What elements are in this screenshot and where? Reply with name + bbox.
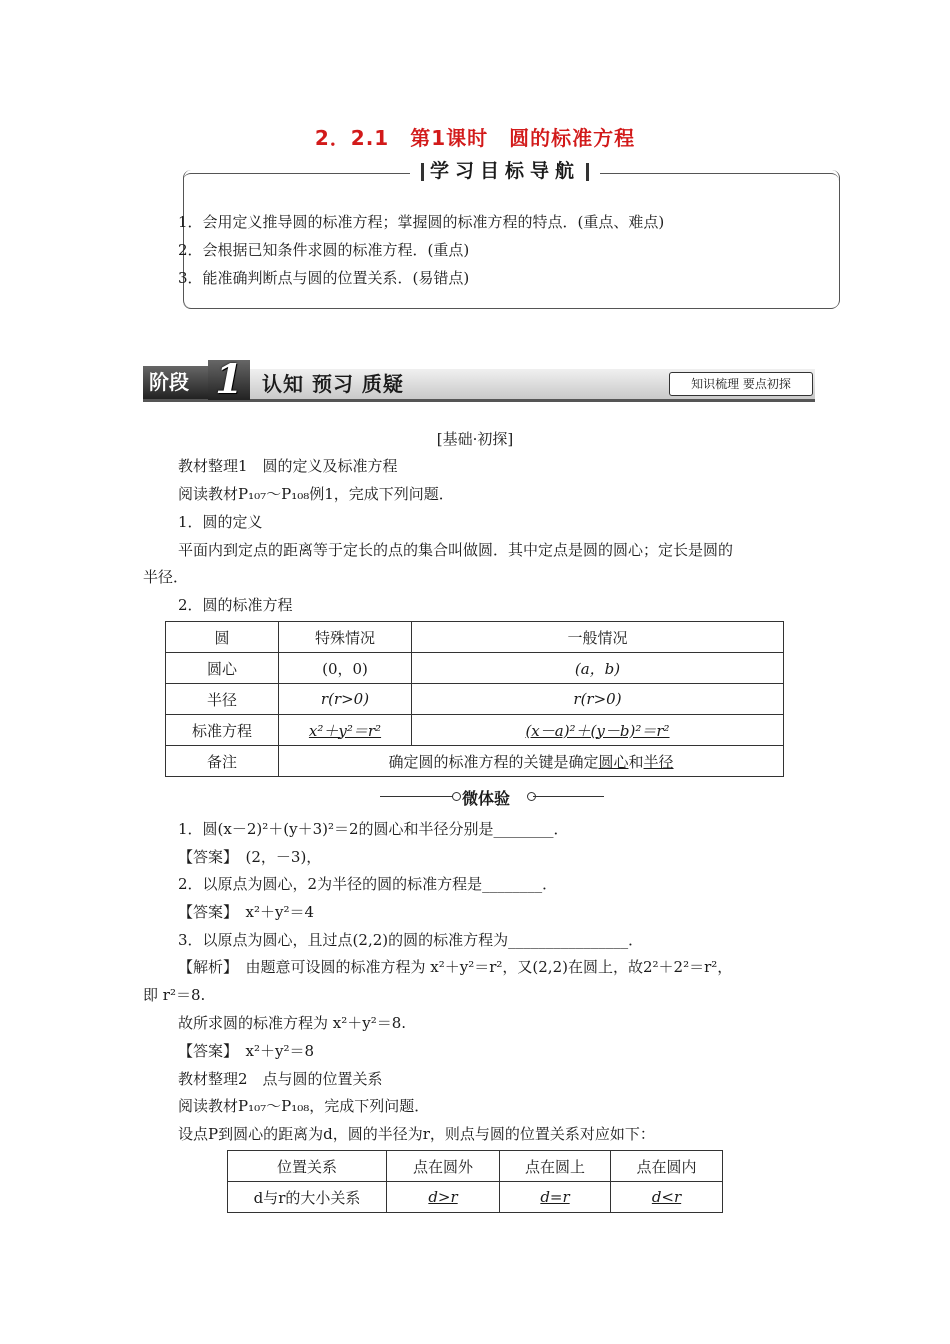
divider-circle-icon [452, 792, 461, 801]
table-header-cell: 点在圆内 [611, 1151, 723, 1182]
stage-label: 阶段 [143, 366, 209, 399]
read-instruction-1: 阅读教材P₁₀₇～P₁₀₈例1，完成下列问题． [178, 485, 454, 503]
table-header-cell: 点在圆外 [387, 1151, 500, 1182]
table-header-cell: 一般情况 [412, 622, 784, 653]
table-row [166, 684, 784, 715]
exercise-solution-line-2: 即 r²＝8. [143, 986, 206, 1004]
stage-title: 认知 预习 质疑 [262, 372, 404, 396]
basis-label: [基础·初探] [436, 430, 514, 448]
stage-tag: 知识梳理 要点初探 [669, 372, 813, 396]
point-circle-relation-table [227, 1150, 723, 1213]
table-header-cell: 圆 [166, 622, 279, 653]
exercise-question-1: 1．圆(x－2)²＋(y＋3)²＝2的圆心和半径分别是________． [178, 820, 569, 838]
table-cell: (a，b) [412, 653, 784, 684]
table-cell: d>r [387, 1182, 500, 1213]
table-header-cell: 位置关系 [228, 1151, 387, 1182]
definition-line-1: 平面内到定点的距离等于定长的点的集合叫做圆．其中定点是圆的圆心；定长是圆的 [178, 541, 734, 559]
definition-line-2: 半径． [143, 568, 189, 586]
heading-definition: 1．圆的定义 [178, 513, 263, 531]
exercise-answer-2: 【答案】 x²＋y²＝4 [178, 903, 315, 921]
goal-item-3: 3．能准确判断点与圆的位置关系．(易错点) [178, 269, 470, 287]
table-row [166, 622, 784, 653]
exercise-solution-line-3: 故所求圆的标准方程为 x²＋y²＝8. [178, 1014, 407, 1032]
table-cell: d与r的大小关系 [228, 1182, 387, 1213]
exercise-question-2: 2．以原点为圆心，2为半径的圆的标准方程是________． [178, 875, 558, 893]
position-intro: 设点P到圆心的距离为d，圆的半径为r，则点与圆的位置关系对应如下： [178, 1125, 655, 1143]
table-cell: 半径 [166, 684, 279, 715]
note-answer-2: 半径 [643, 752, 674, 771]
stage-number: 1 [208, 360, 250, 400]
table-cell: 备注 [166, 746, 279, 777]
micro-experience-title: 微体验 [462, 789, 511, 808]
exercise-question-3: 3．以原点为圆心，且过点(2,2)的圆的标准方程为________________． [178, 931, 644, 949]
goal-item-2: 2．会根据已知条件求圆的标准方程．(重点) [178, 241, 470, 259]
goal-heading-text: 学习目标导航 [429, 160, 580, 182]
goal-box-bottom-border [183, 296, 839, 309]
note-answer-1: 圆心 [598, 752, 629, 771]
table-cell: 标准方程 [166, 715, 279, 746]
table-cell: r(r>0) [412, 684, 784, 715]
exercise-solution-line-1: 【解析】 由题意可设圆的标准方程为 x²＋y²＝r²，又(2,2)在圆上，故2²＋2²＝r²， [178, 958, 733, 976]
table-cell: r(r>0) [279, 684, 412, 715]
table-row [228, 1182, 723, 1213]
table-note-cell [279, 746, 784, 777]
table-row [166, 746, 784, 777]
topic-2: 教材整理2 点与圆的位置关系 [178, 1070, 383, 1088]
goal-item-1: 1．会用定义推导圆的标准方程；掌握圆的标准方程的特点．(重点、难点) [178, 213, 665, 231]
table-cell: (0，0) [279, 653, 412, 684]
goal-heading [410, 157, 600, 185]
table-cell: x²＋y²＝r² [279, 715, 412, 746]
heading-standard-equation: 2．圆的标准方程 [178, 596, 293, 614]
table-cell: (x－a)²＋(y－b)²＝r² [412, 715, 784, 746]
circle-equation-table [165, 621, 784, 777]
table-row [166, 715, 784, 746]
table-cell: d<r [611, 1182, 723, 1213]
table-cell: 圆心 [166, 653, 279, 684]
note-text: 确定圆的标准方程的关键是确定 [388, 752, 599, 771]
table-row [228, 1151, 723, 1182]
page-title: 2．2.1 第1课时 圆的标准方程 [314, 126, 636, 150]
topic-1: 教材整理1 圆的定义及标准方程 [178, 457, 398, 475]
table-cell: d=r [500, 1182, 611, 1213]
table-row [166, 653, 784, 684]
note-text: 和 [628, 752, 644, 771]
table-header-cell: 点在圆上 [500, 1151, 611, 1182]
table-header-cell: 特殊情况 [279, 622, 412, 653]
micro-experience-divider [380, 786, 604, 808]
exercise-answer-3: 【答案】 x²＋y²＝8 [178, 1042, 315, 1060]
read-instruction-2: 阅读教材P₁₀₇～P₁₀₈，完成下列问题． [178, 1097, 430, 1115]
exercise-answer-1: 【答案】 (2，－3)， [178, 848, 322, 866]
